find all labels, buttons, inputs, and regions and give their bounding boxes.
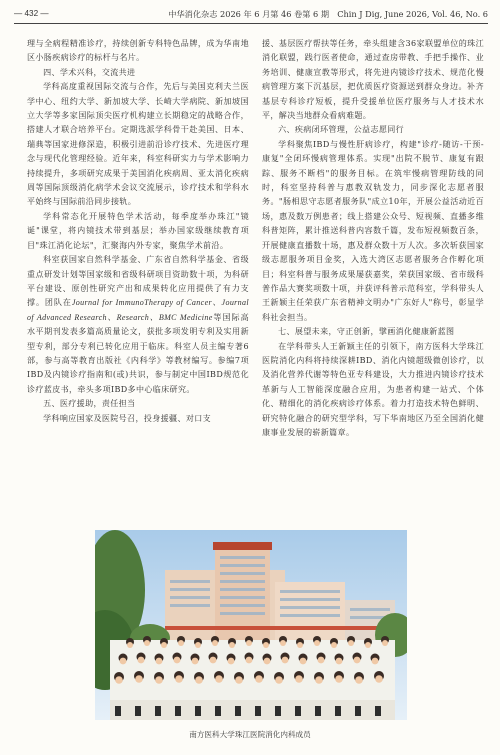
staff-group: [110, 636, 395, 720]
paragraph: 理与全病程精准诊疗，持续创新专科特色品牌，成为华南地区小肠疾病诊疗的标杆与名片。: [27, 39, 249, 63]
section-heading: 四、学术兴科，交流共进: [43, 67, 136, 77]
paragraph: 援、基层医疗帮扶等任务，牵头组建含36家联盟单位的珠江消化联盟，践行医者使命，通过查房带教、手把手操作、业务培训、健康宣教等形式，将先进内镜诊疗技术、规范化慢病管理方案下沉基层，把优质医疗资源送到群众身边。补齐基层专科诊疗短板，提升受援单位医疗服务与人才技术水平，解决当地群众看病难题。: [262, 39, 484, 121]
section-heading: 七、展望未来，守正创新，擘画消化健康新蓝图: [278, 327, 455, 337]
journal-citation: 中华消化杂志 2026 年 6 月第 46 卷第 6 期 Chin J Dig, June 2026, Vol. 46, No. 6: [168, 9, 488, 19]
running-header: [14, 7, 488, 21]
paragraph-text: 等国际高水平期刊发表多篇高质量论文，获批多项发明专利及实用新型专利，部分专利已转化应用于临床。科室人员主编专著6部，参与高等教育出版社《内科学》等教材编写。参编7项IBD及内镜诊疗指南和(或)共识，参与制定中国IBD规范化诊疗蓝皮书，牵头多项IBD多中心临床研究。: [27, 312, 249, 394]
paragraph-text: 科室获国家自然科学基金、广东省自然科学基金、省级重点研发计划等国家级和省级科研项目资助数十项，为科研平台建设、原创性研究产出和成果转化应用提供了有力支撑。团队在: [27, 255, 249, 308]
header-rule: [14, 23, 488, 24]
paragraph: [27, 253, 249, 397]
paragraph: 学科响应国家及医院号召，投身援疆、对口支: [43, 413, 212, 423]
photo-caption: 南方医科大学珠江医院消化内科成员: [189, 730, 311, 739]
paragraph: 学科聚焦IBD与慢性肝病诊疗，构建"诊疗-随访-干预-康复"全闭环慢病管理体系。实现"出院不脱节、康复有跟踪、服务不断档"的服务目标。在筑牢慢病管理防线的同时，科室坚持科普与惠教双轨发力，同步深化志愿者服务。"肠相思守志愿者服务队"成立10年，开展公益活动近百场，惠及数万例患者；线上搭建公众号、短视频、直播多维科普矩阵，累计推送科普内容数千篇，发布短视频数百条，开展健康直播数十场，惠及群众数十万人次。多次斩获国家级志愿服务项目金奖，入选大湾区志愿者服务合作孵化项目；科室科普与服务成果屡获嘉奖，荣获国家级、省市级科普作品大赛奖项数十项，并获评科普示范科室，学科带头人王新颖主任荣获广东省精神文明办"广东好人"称号，彰显学科社会担当。: [262, 139, 484, 322]
paragraph: 在学科带头人王新颖主任的引领下，南方医科大学珠江医院消化内科将持续深耕IBD、消化内镜超级微创诊疗，以及消化营养代谢等特色亚专科建设，大力推进内镜诊疗技术革新与人工智能深度融合应用，为患者构建一站式、个体化、精细化的消化疾病诊疗体系。着力打造技术特色鲜明、研究特化融合的研究型学科，写下华南地区乃至全国消化健康事业发展的崭新篇章。: [262, 341, 484, 437]
right-column: [262, 37, 484, 440]
group-photo: [95, 530, 407, 720]
section-heading: 五、医疗援助，责任担当: [43, 399, 136, 409]
left-column: [27, 37, 249, 426]
paragraph: 学科常态化开展特色学术活动，每季度举办珠江"镜诞"课堂，将内镜技术带到基层；举办国家级继续教育项目"珠江消化论坛"，汇聚海内外专家，聚焦学术前沿。: [27, 211, 249, 250]
section-heading: 六、疾病闭环管理，公益志愿同行: [278, 125, 405, 135]
group-photo-illustration: [95, 530, 407, 720]
paragraph: 学科高度重视国际交流与合作，先后与美国克利夫兰医学中心、纽约大学、新加坡大学、长崎大学病院、新加坡国立大学等多家国际顶尖医疗机构建立长期稳定的战略合作，搭建人才联合培养平台。定期选派学科骨干赴美国、日本、瑞典等国家进修深造，积极引进前沿诊疗技术、先进医疗理念与现代化管理经验。近年来，科室科研实力与学术影响力持续提升，多项研究成果于美国消化疾病周、亚太消化疾病周等国际顶级消化病学术会议交流展示，诊疗技术和学科水平始终与国际前沿同步接轨。: [27, 82, 249, 207]
page-number: — 432 —: [14, 9, 49, 18]
journal-names: Journal for ImmunoTherapy of Cancer、Journal of Advanced Research、Research、BMC Medicine: [27, 298, 250, 322]
